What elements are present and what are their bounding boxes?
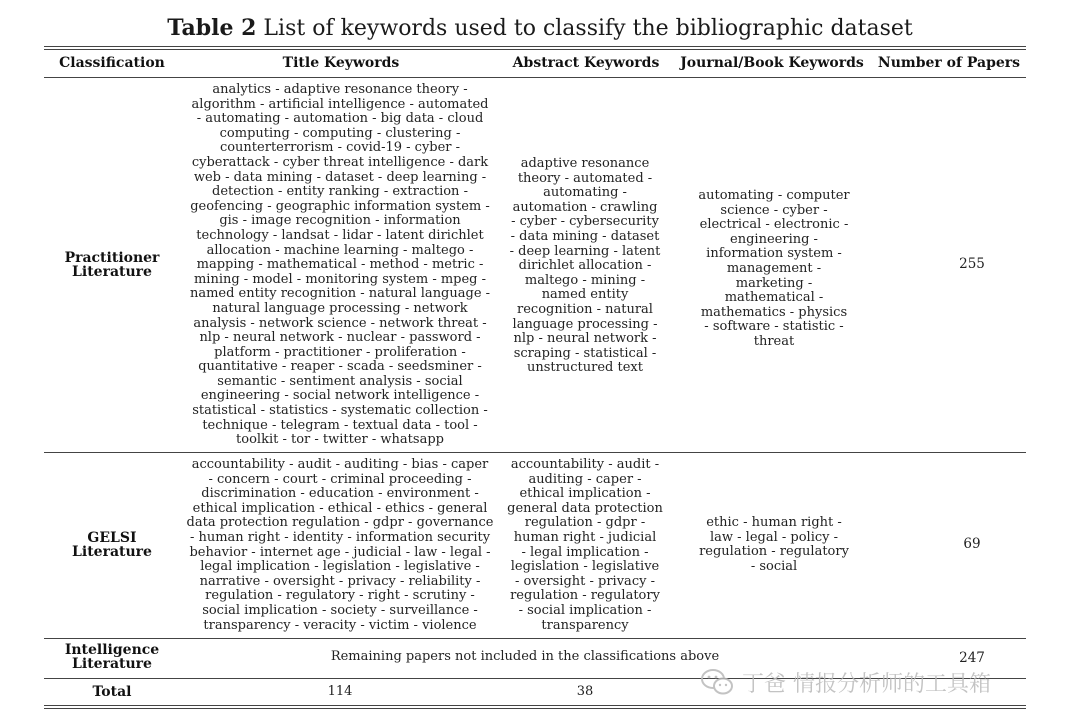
table-bottom-rule — [44, 705, 1026, 706]
row-rule-1 — [44, 452, 1026, 453]
practitioner-title-keyword-line: mining - model - monitoring system - mpeg - — [193, 271, 487, 287]
practitioner-abstract-keyword-line: automating - — [543, 185, 627, 201]
practitioner-title-keyword-line: technique - telegram - textual data - tool - — [202, 417, 478, 433]
practitioner-abstract-keyword-line: theory - automated - — [517, 170, 653, 186]
practitioner-title-keyword-line: technology - landsat - lidar - latent dirichlet — [196, 227, 484, 243]
practitioner-journal-keyword-line: threat — [753, 333, 795, 349]
practitioner-title-keyword-line: statistical - statistics - systematic collection - — [192, 403, 488, 419]
gelsi-journal-keywords — [684, 516, 864, 574]
gelsi-title-keyword-line: data protection regulation - gdpr - governance — [186, 515, 494, 531]
gelsi-title-keyword-line: regulation - regulatory - right - scrutiny - — [205, 588, 475, 604]
classification-practitioner-line-1: Practitioner — [64, 250, 160, 266]
intelligence-remaining-text: Remaining papers not included in the classifications above — [330, 649, 720, 664]
practitioner-journal-keyword-line: science - cyber - — [720, 202, 828, 218]
practitioner-abstract-keyword-line: recognition - natural — [517, 301, 653, 317]
classification-gelsi-line-2: Literature — [72, 544, 152, 560]
practitioner-count: 255 — [959, 256, 985, 272]
intelligence-count: 247 — [959, 650, 985, 666]
gelsi-abstract-keyword-line: auditing - caper - — [528, 471, 642, 487]
table-top-rule-2 — [44, 49, 1026, 50]
practitioner-title-keyword-line: nlp - neural network - nuclear - password - — [199, 330, 481, 346]
practitioner-journal-keyword-line: management - — [726, 260, 822, 276]
practitioner-title-keyword-line: named entity recognition - natural language - — [189, 286, 491, 302]
gelsi-abstract-keyword-line: - legal implication - — [521, 544, 649, 560]
practitioner-journal-keyword-line: mathematics - physics — [700, 304, 848, 320]
total-abstract-count: 38 — [576, 684, 594, 699]
table-top-rule — [44, 46, 1026, 47]
practitioner-abstract-keyword-line: unstructured text — [527, 360, 643, 376]
row-rule-2 — [44, 638, 1026, 639]
practitioner-title-keyword-line: counterterrorism - covid-19 - cyber - — [219, 140, 461, 156]
practitioner-title-keyword-line: computing - computing - clustering - — [219, 125, 461, 141]
practitioner-journal-keyword-line: - software - statistic - — [704, 319, 844, 335]
practitioner-title-keyword-line: - automating - automation - big data - cloud — [196, 111, 484, 127]
practitioner-journal-keyword-line: information system - — [706, 246, 842, 262]
classification-gelsi — [50, 531, 174, 559]
practitioner-title-keyword-line: analysis - network science - network threat - — [193, 315, 487, 331]
practitioner-title-keyword-line: cyberattack - cyber threat intelligence - dark — [191, 154, 489, 170]
practitioner-journal-keyword-line: electrical - electronic - — [699, 217, 849, 233]
practitioner-title-keyword-line: allocation - machine learning - maltego - — [206, 242, 474, 258]
practitioner-title-keyword-line: platform - practitioner - proliferation - — [214, 344, 466, 360]
classification-intelligence — [50, 643, 174, 671]
practitioner-journal-keywords — [684, 189, 864, 350]
gelsi-abstract-keyword-line: legislation - legislative — [510, 559, 660, 575]
header-number-of-papers: Number of Papers — [877, 55, 1021, 71]
practitioner-title-keyword-line: geofencing - geographic information system - — [190, 198, 490, 214]
header-title-keywords: Title Keywords — [282, 55, 400, 71]
header-rule — [44, 77, 1026, 78]
gelsi-title-keyword-line: discrimination - education - environment - — [201, 486, 479, 502]
practitioner-abstract-keyword-line: - cyber - cybersecurity — [511, 214, 659, 230]
gelsi-journal-keyword-line: ethic - human right - — [706, 515, 842, 530]
practitioner-abstract-keyword-line: adaptive resonance — [520, 156, 650, 171]
gelsi-title-keyword-line: transparency - veracity - victim - violence — [203, 617, 477, 633]
practitioner-title-keyword-line: semantic - sentiment analysis - social — [217, 373, 463, 389]
practitioner-abstract-keyword-line: automation - crawling — [512, 199, 658, 215]
practitioner-title-keyword-line: quantitative - reaper - scada - seedsminer - — [198, 359, 482, 375]
practitioner-abstract-keyword-line: nlp - neural network - — [513, 331, 657, 347]
classification-practitioner — [50, 251, 174, 279]
total-title-count: 114 — [327, 684, 353, 699]
table-caption — [0, 14, 1080, 43]
gelsi-title-keyword-line: accountability - audit - auditing - bias - caper — [191, 457, 489, 472]
wechat-icon — [700, 668, 734, 696]
gelsi-journal-keyword-line: law - legal - policy - — [709, 529, 839, 545]
practitioner-abstract-keyword-line: dirichlet allocation - — [518, 258, 652, 274]
table-caption-text: List of keywords used to classify the bibliographic dataset — [256, 16, 913, 41]
gelsi-title-keyword-line: narrative - oversight - privacy - reliability - — [199, 573, 481, 589]
classification-gelsi-line-1: GELSI — [87, 530, 137, 546]
practitioner-abstract-keyword-line: - deep learning - latent — [509, 243, 661, 259]
practitioner-title-keyword-line: toolkit - tor - twitter - whatsapp — [236, 432, 444, 448]
practitioner-abstract-keywords — [504, 157, 666, 376]
practitioner-journal-keyword-line: marketing - — [735, 275, 813, 291]
practitioner-title-keyword-line: analytics - adaptive resonance theory - — [212, 82, 468, 97]
gelsi-title-keyword-line: - human right - identity - information security — [189, 529, 491, 545]
practitioner-abstract-keyword-line: maltego - mining - — [524, 272, 646, 288]
practitioner-abstract-keyword-line: - data mining - dataset — [510, 228, 660, 244]
practitioner-title-keyword-line: engineering - social network intelligence - — [200, 388, 480, 404]
gelsi-abstract-keyword-line: human right - judicial — [513, 529, 657, 545]
gelsi-abstract-keyword-line: general data protection — [507, 500, 663, 516]
classification-practitioner-line-2: Literature — [72, 264, 152, 280]
practitioner-abstract-keyword-line: named entity — [541, 287, 629, 303]
practitioner-title-keyword-line: gis - image recognition - information — [219, 213, 461, 229]
table-bottom-rule-2 — [44, 708, 1026, 709]
watermark — [700, 664, 1060, 700]
classification-intelligence-line-2: Literature — [72, 656, 152, 672]
gelsi-abstract-keyword-line: ethical implication - — [519, 486, 651, 502]
practitioner-abstract-keyword-line: scraping - statistical - — [513, 345, 657, 361]
gelsi-abstract-keyword-line: transparency — [541, 617, 629, 633]
gelsi-title-keyword-line: legal implication - legislation - legislative - — [200, 559, 480, 575]
practitioner-abstract-keyword-line: language processing - — [512, 316, 658, 332]
gelsi-title-keyword-line: behavior - internet age - judicial - law - legal - — [189, 544, 491, 560]
gelsi-abstract-keyword-line: - social implication - — [518, 602, 652, 618]
practitioner-journal-keyword-line: automating - computer — [698, 188, 850, 203]
gelsi-title-keyword-line: social implication - society - surveillance - — [202, 602, 478, 618]
gelsi-title-keywords — [178, 458, 502, 633]
practitioner-title-keyword-line: detection - entity ranking - extraction - — [212, 184, 468, 200]
practitioner-title-keyword-line: algorithm - artificial intelligence - automated — [191, 96, 489, 112]
gelsi-abstract-keyword-line: accountability - audit - — [510, 457, 660, 472]
gelsi-journal-keyword-line: - social — [750, 558, 798, 574]
practitioner-journal-keyword-line: engineering - — [730, 231, 818, 247]
header-classification: Classification — [59, 55, 165, 71]
gelsi-title-keyword-line: ethical implication - ethical - ethics - general — [192, 500, 488, 516]
watermark-text: 丁爸 情报分析师的工具箱 — [742, 671, 991, 697]
gelsi-abstract-keyword-line: regulation - regulatory — [510, 588, 660, 604]
practitioner-title-keyword-line: mapping - mathematical - method - metric - — [196, 257, 484, 273]
gelsi-abstract-keywords — [504, 458, 666, 633]
gelsi-abstract-keyword-line: regulation - gdpr - — [524, 515, 646, 531]
practitioner-title-keyword-line: natural language processing - network — [212, 300, 468, 316]
header-journal-keywords: Journal/Book Keywords — [680, 55, 864, 71]
table-caption-label: Table 2 — [167, 15, 257, 41]
practitioner-title-keywords — [178, 83, 502, 448]
total-label: Total — [92, 684, 132, 700]
classification-intelligence-line-1: Intelligence — [64, 642, 160, 658]
gelsi-title-keyword-line: - concern - court - criminal proceeding - — [208, 471, 472, 487]
gelsi-journal-keyword-line: regulation - regulatory — [699, 544, 849, 560]
header-abstract-keywords: Abstract Keywords — [512, 55, 660, 71]
gelsi-abstract-keyword-line: - oversight - privacy - — [515, 573, 655, 589]
practitioner-title-keyword-line: web - data mining - dataset - deep learning - — [193, 169, 487, 185]
gelsi-count: 69 — [963, 536, 981, 552]
practitioner-journal-keyword-line: mathematical - — [724, 290, 824, 306]
